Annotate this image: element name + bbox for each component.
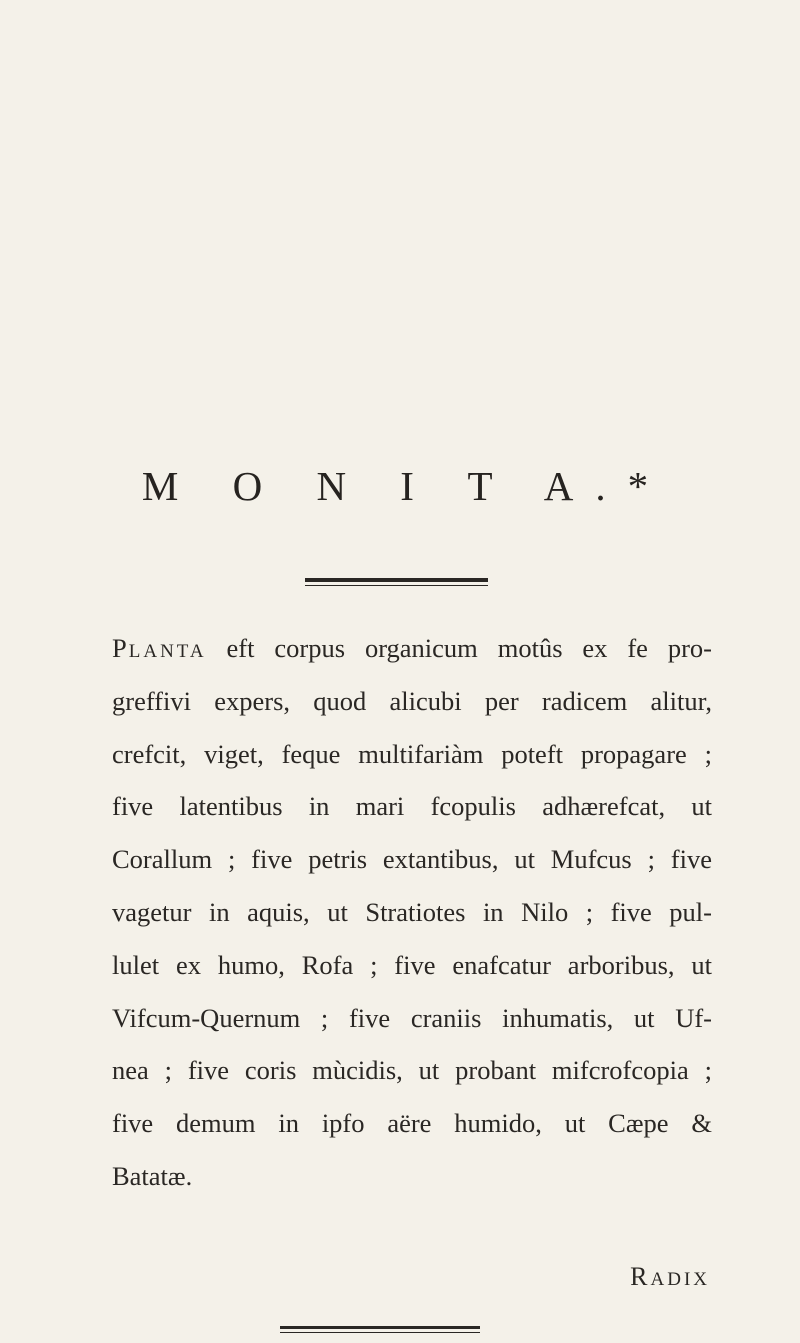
paragraph-line: crefcit, viget, feque multifariàm poteft propagare ; xyxy=(112,738,712,769)
footnote-rule-thin xyxy=(280,1332,480,1333)
heading-rule xyxy=(305,578,488,582)
paragraph-line: greffivi expers, quod alicubi per radicem alitur, xyxy=(112,685,712,716)
paragraph-line: nea ; five coris mùcidis, ut probant mifcrofcopia ; xyxy=(112,1055,712,1086)
catchword: RADIX xyxy=(630,1262,710,1291)
footnote-rule xyxy=(280,1326,480,1329)
paragraph-line: PLANTA eft corpus organicum motûs ex fe pro- xyxy=(112,633,712,663)
paragraph-line: Vifcum-Quernum ; five craniis inhumatis, ut Uf- xyxy=(112,1002,712,1033)
lead-word: PLANTA xyxy=(112,633,207,663)
paragraph-line: five demum in ipfo aëre humido, ut Cæpe & xyxy=(112,1108,712,1139)
paragraph-line: vagetur in aquis, ut Stratiotes in Nilo ; five pul- xyxy=(112,896,712,927)
heading-rule-thin xyxy=(305,585,488,586)
paragraph-line: five latentibus in mari fcopulis adhærefcat, ut xyxy=(112,791,712,822)
main-paragraph xyxy=(112,622,712,1203)
paragraph-line: Corallum ; five petris extantibus, ut Mufcus ; five xyxy=(112,844,712,875)
paragraph-line: lulet ex humo, Rofa ; five enafcatur arboribus, ut xyxy=(112,949,712,980)
paragraph-line: Batatæ. xyxy=(112,1160,193,1191)
page-heading: M O N I T A.* xyxy=(141,463,671,509)
